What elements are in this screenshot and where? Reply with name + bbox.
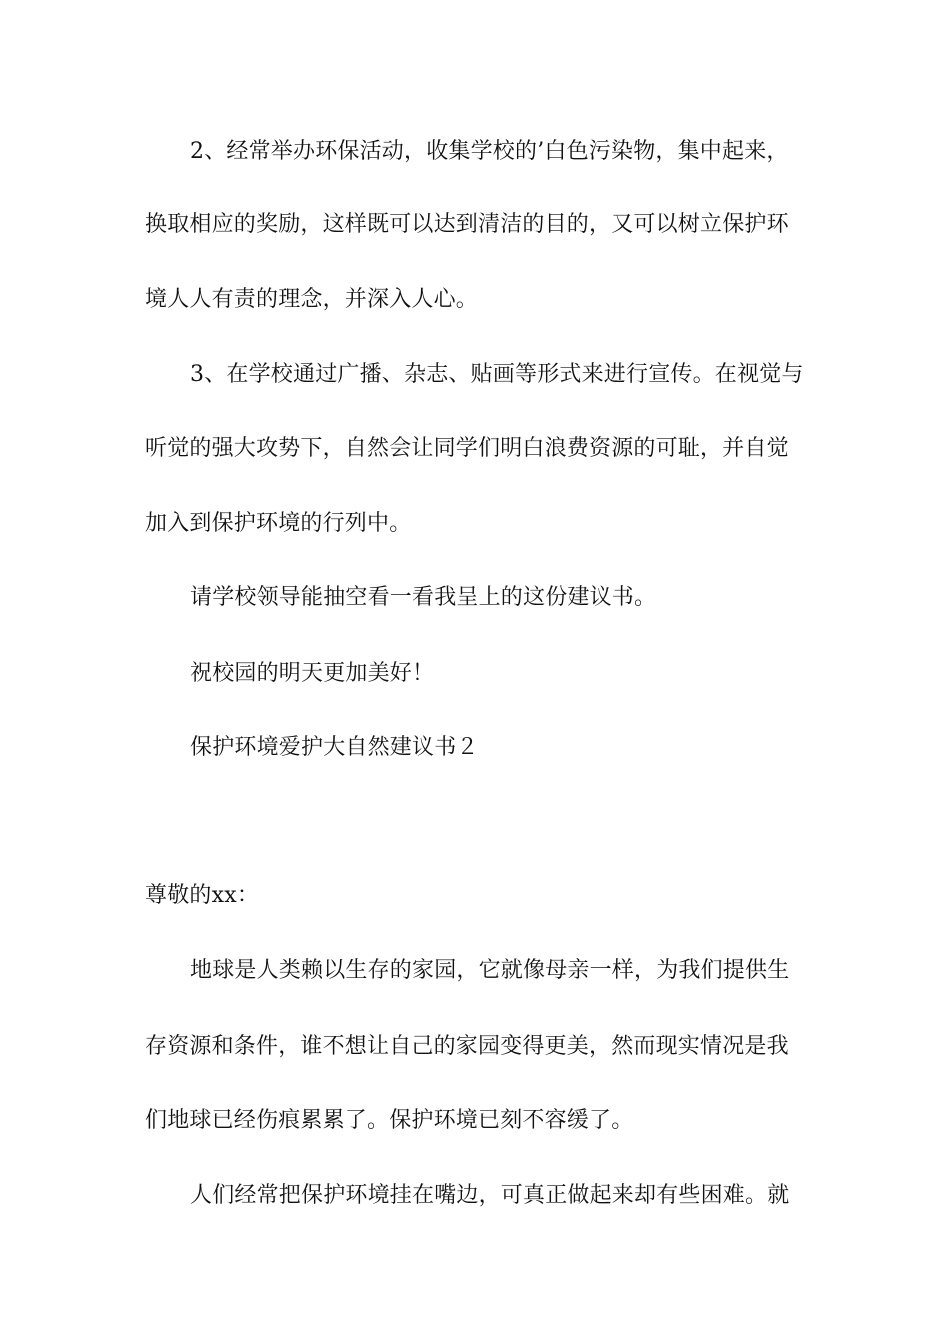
salutation: 尊敬的xx： (145, 883, 260, 908)
paragraph-line: 听觉的强大攻势下，自然会让同学们明白浪费资源的可耻，并自觉 (145, 436, 789, 461)
paragraph-line: 境人人有责的理念，并深入人心。 (145, 287, 479, 312)
paragraph-line: 地球是人类赖以生存的家园，它就像母亲一样，为我们提供生 (190, 958, 790, 983)
paragraph-line: 人们经常把保护环境挂在嘴边，可真正做起来却有些困难。就 (190, 1183, 790, 1208)
paragraph-line: 2、经常举办环保活动，收集学校的’白色污染物，集中起来， (190, 139, 789, 164)
section-title: 保护环境爱护大自然建议书２ (190, 735, 479, 760)
paragraph-line: 3、在学校通过广播、杂志、贴画等形式来进行宣传。在视觉与 (190, 362, 804, 387)
closing-line: 祝校园的明天更加美好！ (190, 661, 435, 686)
paragraph-line: 们地球已经伤痕累累了。保护环境已刻不容缓了。 (145, 1108, 634, 1133)
paragraph-line: 换取相应的奖励，这样既可以达到清洁的目的，又可以树立保护环 (145, 212, 789, 237)
paragraph-line: 请学校领导能抽空看一看我呈上的这份建议书。 (190, 585, 657, 610)
paragraph-line: 存资源和条件，谁不想让自己的家园变得更美，然而现实情况是我 (145, 1034, 789, 1059)
paragraph-line: 加入到保护环境的行列中。 (145, 511, 412, 536)
